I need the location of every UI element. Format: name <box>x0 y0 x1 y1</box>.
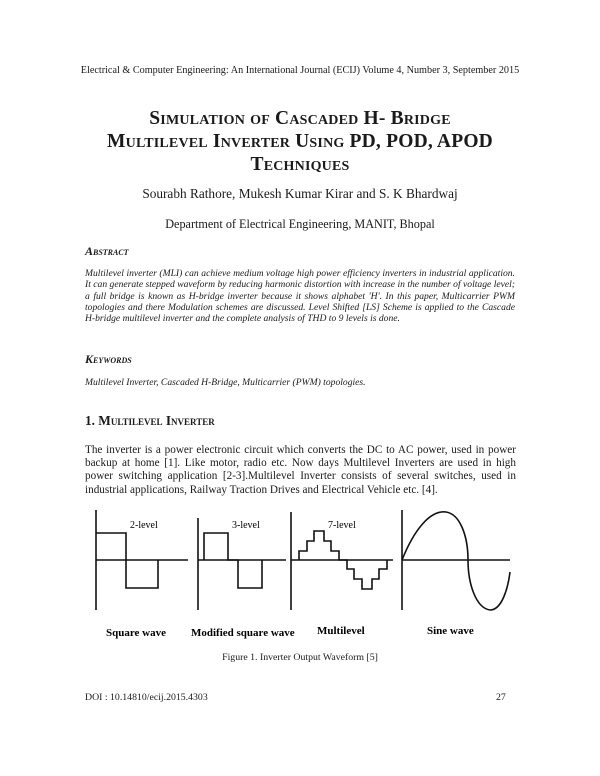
panel-3-caption: Multilevel <box>317 625 365 637</box>
sine-wave-plot <box>402 510 510 610</box>
abstract-heading: Abstract <box>85 244 129 258</box>
panel-2-level-label: 3-level <box>232 520 260 531</box>
figure-inverter-waveforms <box>88 508 512 643</box>
panel-2-caption: Modified square wave <box>191 627 295 639</box>
abstract-text: Multilevel inverter (MLI) can achieve medium voltage high power efficiency inverters in industrial application. It can generate stepped waveform by reducing harmonic distortion with increase in the number of voltage level; a full bridge is known as H-bridge inverter because it shows alphabet 'H'. In this paper, Multicarrier PWM topologies and there Modulation schemes are discussed. Level Shifted [LS] Scheme is applied to the Cascade H-bridge multilevel inverter and the complete analysis of THD to 9 levels is done. <box>85 268 515 325</box>
section-heading: 1. Multilevel Inverter <box>85 413 215 428</box>
doi-footer: DOI : 10.14810/ecij.2015.4303 <box>85 692 208 703</box>
waveform-figure <box>88 508 512 643</box>
figure-caption: Figure 1. Inverter Output Waveform [5] <box>222 652 378 663</box>
panel-3-level-label: 7-level <box>328 520 356 531</box>
panel-4-caption: Sine wave <box>427 625 474 637</box>
affiliation: Department of Electrical Engineering, MANIT, Bhopal <box>165 217 435 231</box>
journal-header: Electrical & Computer Engineering: An International Journal (ECIJ) Volume 4, Number 3, September 2015 <box>80 65 520 76</box>
title-line-2: Multilevel Inverter Using PD, POD, APOD <box>107 131 493 152</box>
panel-1-caption: Square wave <box>106 627 166 639</box>
modified-square-wave-plot <box>198 518 286 610</box>
paper-title <box>60 107 540 176</box>
panel-1-level-label: 2-level <box>130 520 158 531</box>
title-line-1: Simulation of Cascaded H- Bridge <box>149 108 451 129</box>
authors: Sourabh Rathore, Mukesh Kumar Kirar and S. K Bhardwaj <box>142 186 458 201</box>
sine-waveform <box>402 512 510 610</box>
keywords-heading: Keywords <box>85 352 132 366</box>
section-paragraph: The inverter is a power electronic circuit which converts the DC to AC power, used in power backup at home [1]. Like motor, radio etc. Now days Multilevel Inverters are used in high power switching application [2-3].Multilevel Inverter consists of several switches, used in industrial applications, Railway Traction Drives and Electrical Vehicle etc. [4]. <box>85 444 516 496</box>
title-line-3: Techniques <box>250 154 350 175</box>
page-number: 27 <box>496 692 506 703</box>
keywords-text: Multilevel Inverter, Cascaded H-Bridge, Multicarrier (PWM) topologies. <box>85 377 366 388</box>
